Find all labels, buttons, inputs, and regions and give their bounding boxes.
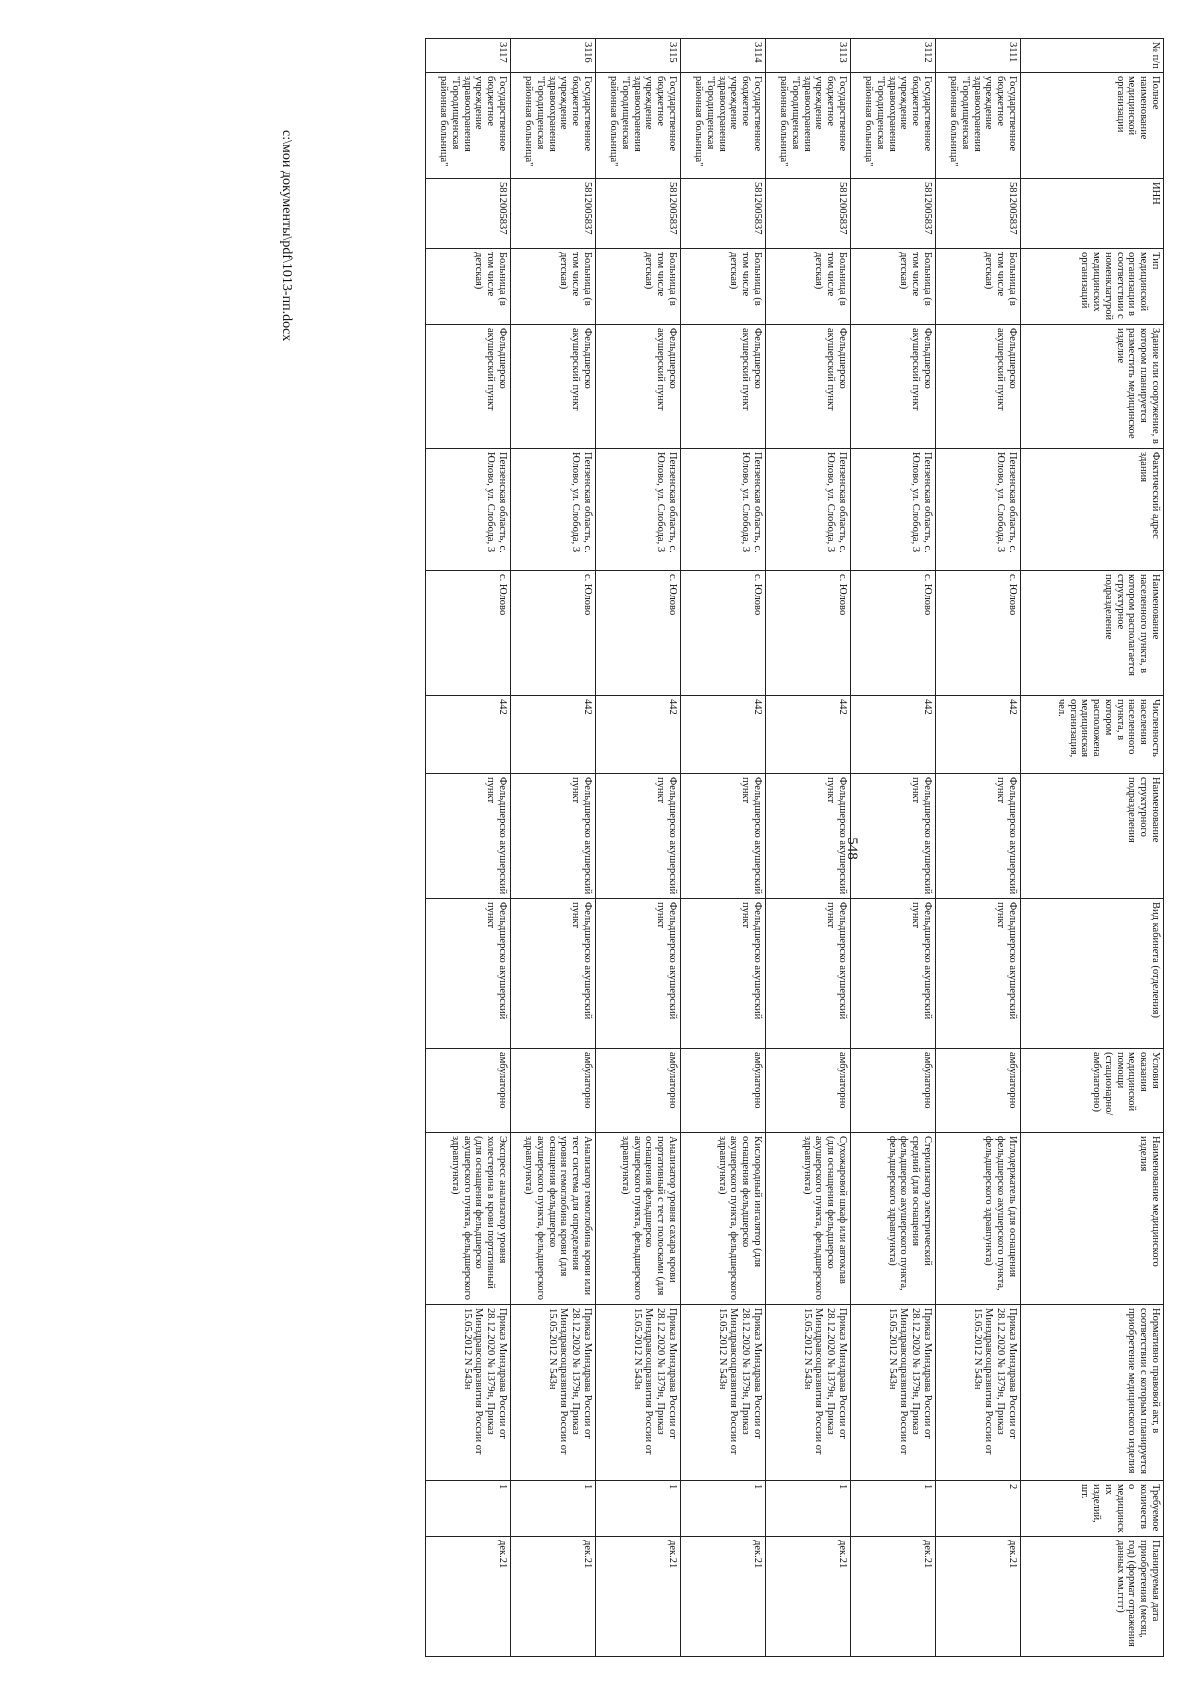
- cell-settlement: с. Юлово: [426, 571, 511, 696]
- cell-subdivision: Фельдшерско акушерский пункт: [511, 774, 596, 899]
- cell-purchase-date: дек.21: [426, 1537, 511, 1657]
- header-inn: ИНН: [1021, 179, 1164, 249]
- cell-legal-act: Приказ Минздрава России от 28.12.2020 № 1379н, Приказ Минздравсоцразвития России от 15.05.2012 N 543н: [511, 1305, 596, 1481]
- cell-settlement: с. Юлово: [511, 571, 596, 696]
- header-subdivision: Наименование структурного подразделения: [1021, 774, 1164, 899]
- cell-settlement: с. Юлово: [766, 571, 851, 696]
- cell-purchase-date: дек.21: [681, 1537, 766, 1657]
- cell-device-name: Анализатор уровня сахара крови портативный с тест полосками (для оснащения фельдшерско акушерского пункта, фельдшерского здравпункта): [596, 1133, 681, 1305]
- cell-care-conditions: амбулаторно: [936, 1049, 1021, 1133]
- cell-number: 3112: [851, 39, 936, 73]
- cell-quantity: 1: [851, 1481, 936, 1537]
- cell-org-type: Больница (в том числе детская): [681, 249, 766, 325]
- cell-number: 3115: [596, 39, 681, 73]
- cell-device-name: Сухожаровой шкаф или автоклав (для оснащения фельдшерско акушерского пункта, фельдшерского здравпункта): [766, 1133, 851, 1305]
- header-population: Численность населения населенного пункта, в котором расположена медицинская организация, чел.: [1021, 696, 1164, 774]
- cell-population: 442: [596, 696, 681, 774]
- cell-cabinet-type: Фельдшерско акушерский пункт: [936, 899, 1021, 1049]
- cell-quantity: 1: [596, 1481, 681, 1537]
- cell-number: 3116: [511, 39, 596, 73]
- cell-population: 442: [766, 696, 851, 774]
- cell-org-type: Больница (в том числе детская): [851, 249, 936, 325]
- cell-subdivision: Фельдшерско акушерский пункт: [851, 774, 936, 899]
- cell-legal-act: Приказ Минздрава России от 28.12.2020 № 1379н, Приказ Минздравсоцразвития России от 15.05.2012 N 543н: [766, 1305, 851, 1481]
- cell-building: Фельдшерско акушерский пункт: [596, 325, 681, 449]
- cell-quantity: 1: [766, 1481, 851, 1537]
- cell-purchase-date: дек.21: [596, 1537, 681, 1657]
- cell-inn: 5812005837: [426, 179, 511, 249]
- header-org-type: Тип медицинской организации в соответствии с номенклатурой медицинских организаций: [1021, 249, 1164, 325]
- cell-quantity: 2: [936, 1481, 1021, 1537]
- cell-org-name: Государственное бюджетное учреждение здравоохранения "Городищенская районная больница": [511, 73, 596, 179]
- cell-settlement: с. Юлово: [596, 571, 681, 696]
- header-cabinet-type: Вид кабинета (отделения): [1021, 899, 1164, 1049]
- equipment-table: [425, 38, 1164, 1657]
- cell-address: Пензенская область, с. Юлово, ул. Слобода, 3: [681, 449, 766, 571]
- cell-purchase-date: дек.21: [936, 1537, 1021, 1657]
- cell-inn: 5812005837: [936, 179, 1021, 249]
- header-quantity: Требуемое количество медицинских изделий, шт.: [1021, 1481, 1164, 1537]
- cell-care-conditions: амбулаторно: [426, 1049, 511, 1133]
- cell-building: Фельдшерско акушерский пункт: [426, 325, 511, 449]
- cell-org-name: Государственное бюджетное учреждение здравоохранения "Городищенская районная больница": [596, 73, 681, 179]
- cell-inn: 5812005837: [596, 179, 681, 249]
- cell-population: 442: [851, 696, 936, 774]
- cell-care-conditions: амбулаторно: [851, 1049, 936, 1133]
- cell-inn: 5812005837: [511, 179, 596, 249]
- table-row: [936, 39, 1021, 1657]
- header-settlement: Наименование населенного пункта, в котором располагается структурное подразделение: [1021, 571, 1164, 696]
- table-row: [681, 39, 766, 1657]
- footer-file-path: c:\мои документы\pdf\1013-пп.docx: [279, 130, 294, 342]
- cell-care-conditions: амбулаторно: [766, 1049, 851, 1133]
- cell-quantity: 1: [681, 1481, 766, 1537]
- cell-quantity: 1: [426, 1481, 511, 1537]
- cell-subdivision: Фельдшерско акушерский пункт: [596, 774, 681, 899]
- header-org-name: Полное наименование медицинской организации: [1021, 73, 1164, 179]
- header-address: Фактический адрес здания: [1021, 449, 1164, 571]
- table-row: [766, 39, 851, 1657]
- cell-org-name: Государственное бюджетное учреждение здравоохранения "Городищенская районная больница": [936, 73, 1021, 179]
- header-purchase-date: Планируемая дата приобретения (месяц, год) (формат отражения данных мм.гггг): [1021, 1537, 1164, 1657]
- cell-cabinet-type: Фельдшерско акушерский пункт: [426, 899, 511, 1049]
- cell-number: 3114: [681, 39, 766, 73]
- cell-building: Фельдшерско акушерский пункт: [851, 325, 936, 449]
- cell-cabinet-type: Фельдшерско акушерский пункт: [511, 899, 596, 1049]
- cell-device-name: Иглодержатель (для оснащения фельдшерско акушерского пункта, фельдшерского здравпункта): [936, 1133, 1021, 1305]
- cell-cabinet-type: Фельдшерско акушерский пункт: [766, 899, 851, 1049]
- table-row: [511, 39, 596, 1657]
- cell-org-type: Больница (в том числе детская): [511, 249, 596, 325]
- cell-legal-act: Приказ Минздрава России от 28.12.2020 № 1379н, Приказ Минздравсоцразвития России от 15.05.2012 N 543н: [426, 1305, 511, 1481]
- cell-org-type: Больница (в том числе детская): [596, 249, 681, 325]
- cell-inn: 5812005837: [681, 179, 766, 249]
- cell-org-type: Больница (в том числе детская): [936, 249, 1021, 325]
- cell-address: Пензенская область, с. Юлово, ул. Слобода, 3: [596, 449, 681, 571]
- cell-settlement: с. Юлово: [936, 571, 1021, 696]
- cell-org-name: Государственное бюджетное учреждение здравоохранения "Городищенская районная больница": [851, 73, 936, 179]
- cell-population: 442: [681, 696, 766, 774]
- cell-legal-act: Приказ Минздрава России от 28.12.2020 № 1379н, Приказ Минздравсоцразвития России от 15.05.2012 N 543н: [681, 1305, 766, 1481]
- cell-legal-act: Приказ Минздрава России от 28.12.2020 № 1379н, Приказ Минздравсоцразвития России от 15.05.2012 N 543н: [936, 1305, 1021, 1481]
- table-row: [426, 39, 511, 1657]
- cell-address: Пензенская область, с. Юлово, ул. Слобода, 3: [426, 449, 511, 571]
- cell-org-name: Государственное бюджетное учреждение здравоохранения "Городищенская районная больница": [766, 73, 851, 179]
- cell-subdivision: Фельдшерско акушерский пункт: [766, 774, 851, 899]
- cell-purchase-date: дек.21: [511, 1537, 596, 1657]
- cell-inn: 5812005837: [766, 179, 851, 249]
- cell-subdivision: Фельдшерско акушерский пункт: [681, 774, 766, 899]
- cell-legal-act: Приказ Минздрава России от 28.12.2020 № 1379н, Приказ Минздравсоцразвития России от 15.05.2012 N 543н: [596, 1305, 681, 1481]
- cell-org-name: Государственное бюджетное учреждение здравоохранения "Городищенская районная больница": [426, 73, 511, 179]
- cell-quantity: 1: [511, 1481, 596, 1537]
- cell-device-name: Кислородный ингалятор (для оснащения фельдшерско акушерского пункта, фельдшерского здравпункта): [681, 1133, 766, 1305]
- cell-subdivision: Фельдшерско акушерский пункт: [426, 774, 511, 899]
- cell-inn: 5812005837: [851, 179, 936, 249]
- table-header: [1021, 39, 1164, 1657]
- cell-building: Фельдшерско акушерский пункт: [511, 325, 596, 449]
- table-body: [426, 39, 1021, 1657]
- cell-subdivision: Фельдшерско акушерский пункт: [936, 774, 1021, 899]
- cell-care-conditions: амбулаторно: [511, 1049, 596, 1133]
- cell-org-name: Государственное бюджетное учреждение здравоохранения "Городищенская районная больница": [681, 73, 766, 179]
- cell-care-conditions: амбулаторно: [596, 1049, 681, 1133]
- cell-address: Пензенская область, с. Юлово, ул. Слобода, 3: [936, 449, 1021, 571]
- table-row: [596, 39, 681, 1657]
- page-number: 548: [844, 837, 860, 860]
- cell-population: 442: [511, 696, 596, 774]
- cell-building: Фельдшерско акушерский пункт: [936, 325, 1021, 449]
- cell-org-type: Больница (в том числе детская): [766, 249, 851, 325]
- header-building: Здание или сооружение, в котором планируется разместить медицинское изделие: [1021, 325, 1164, 449]
- cell-address: Пензенская область, с. Юлово, ул. Слобода, 3: [511, 449, 596, 571]
- cell-number: 3111: [936, 39, 1021, 73]
- cell-number: 3117: [426, 39, 511, 73]
- cell-device-name: Стерилизатор электрический средний (для оснащения фельдшерско акушерского пункта, фельдшерского здравпункта): [851, 1133, 936, 1305]
- cell-settlement: с. Юлово: [681, 571, 766, 696]
- cell-settlement: с. Юлово: [851, 571, 936, 696]
- header-care-conditions: Условия оказания медицинской помощи (стационарно/ амбулаторно): [1021, 1049, 1164, 1133]
- cell-population: 442: [936, 696, 1021, 774]
- cell-address: Пензенская область, с. Юлово, ул. Слобода, 3: [766, 449, 851, 571]
- cell-org-type: Больница (в том числе детская): [426, 249, 511, 325]
- header-row: [1021, 39, 1164, 1657]
- table-row: [851, 39, 936, 1657]
- cell-care-conditions: амбулаторно: [681, 1049, 766, 1133]
- cell-address: Пензенская область, с. Юлово, ул. Слобода, 3: [851, 449, 936, 571]
- cell-purchase-date: дек.21: [766, 1537, 851, 1657]
- cell-cabinet-type: Фельдшерско акушерский пункт: [681, 899, 766, 1049]
- cell-population: 442: [426, 696, 511, 774]
- cell-cabinet-type: Фельдшерско акушерский пункт: [596, 899, 681, 1049]
- cell-legal-act: Приказ Минздрава России от 28.12.2020 № 1379н, Приказ Минздравсоцразвития России от 15.05.2012 N 543н: [851, 1305, 936, 1481]
- cell-building: Фельдшерско акушерский пункт: [766, 325, 851, 449]
- cell-device-name: Анализатор гемоглобина крови или тест система для определения уровня гемоглобина крови (для оснащения фельдшерско акушерского пункта, фельдшерского здравпункта): [511, 1133, 596, 1305]
- header-number: № п/п: [1021, 39, 1164, 73]
- cell-device-name: Экспресс анализатор уровня холестерина в крови портативный (для оснащения фельдшерско акушерского пункта, фельдшерского здравпункта): [426, 1133, 511, 1305]
- cell-number: 3113: [766, 39, 851, 73]
- header-device-name: Наименование медицинского изделия: [1021, 1133, 1164, 1305]
- cell-purchase-date: дек.21: [851, 1537, 936, 1657]
- header-legal-act: Нормативно правовой акт, в соответствии с которым планируется приобретение медицинского изделия: [1021, 1305, 1164, 1481]
- cell-building: Фельдшерско акушерский пункт: [681, 325, 766, 449]
- cell-cabinet-type: Фельдшерско акушерский пункт: [851, 899, 936, 1049]
